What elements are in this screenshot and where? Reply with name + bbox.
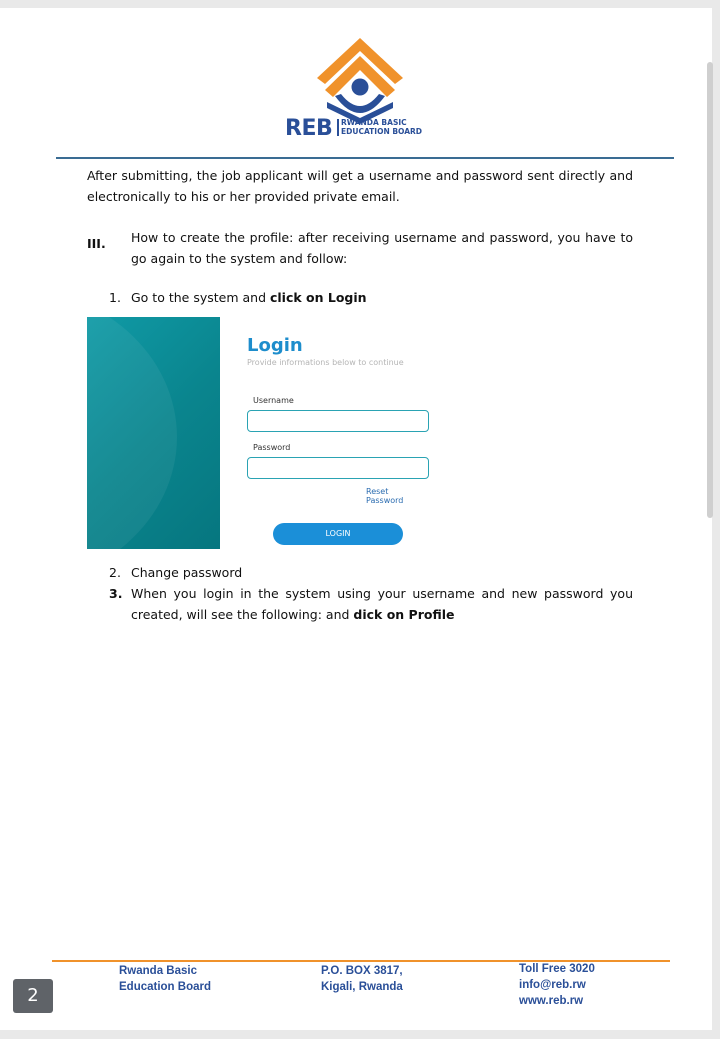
page-number-badge: 2 [13, 979, 53, 1013]
password-label: Password [253, 443, 291, 452]
logo-line-1: RWANDA BASIC [341, 118, 407, 127]
logo-subtitle [341, 118, 422, 136]
scrollbar[interactable] [707, 62, 713, 518]
footer-org-line-2: Education Board [119, 981, 212, 993]
step-3-number: 3. [109, 586, 123, 601]
step-1-number: 1. [109, 290, 121, 305]
document-page [0, 8, 712, 1030]
password-field [247, 457, 429, 479]
teal-panel [87, 317, 220, 549]
step-1-text [131, 290, 367, 305]
footer-address-line-1: P.O. BOX 3817, [321, 965, 403, 977]
step-2-text: Change password [131, 565, 243, 580]
step-2-number: 2. [109, 565, 121, 580]
login-subtitle: Provide informations below to continue [247, 358, 404, 367]
step-3-plain: When you login in the system using your username and new password you created, will see the following: and [131, 586, 633, 622]
footer-address [321, 963, 403, 995]
step-1-plain: Go to the system and [131, 290, 270, 305]
footer-website: www.reb.rw [519, 995, 584, 1007]
footer-contact [519, 961, 595, 1009]
footer-tollfree: Toll Free 3020 [519, 963, 595, 975]
step-3-bold: dick on Profile [353, 607, 455, 622]
login-screenshot [87, 317, 417, 549]
username-label: Username [253, 396, 294, 405]
footer-email: info@reb.rw [519, 979, 586, 991]
footer-org-line-1: Rwanda Basic [119, 965, 197, 977]
reset-password-link: Reset Password [366, 487, 404, 505]
logo-word: REB [285, 116, 333, 141]
header-divider [56, 157, 674, 159]
login-button: LOGIN [273, 523, 403, 545]
section-paragraph: How to create the profile: after receiving username and password, you have to go again to the system and follow: [131, 230, 633, 266]
username-field [247, 410, 429, 432]
footer-organization [119, 963, 211, 995]
logo-line-2: EDUCATION BOARD [341, 127, 423, 136]
step-1-bold: click on Login [269, 290, 367, 305]
step-3-text [131, 583, 633, 625]
section-marker: III. [87, 236, 106, 251]
logo-separator [337, 119, 339, 136]
login-title: Login [247, 335, 303, 356]
intro-paragraph: After submitting, the job applicant will get a username and password sent directly and electronically to his or her provided private email. [87, 168, 633, 204]
footer-address-line-2: Kigali, Rwanda [321, 981, 403, 993]
